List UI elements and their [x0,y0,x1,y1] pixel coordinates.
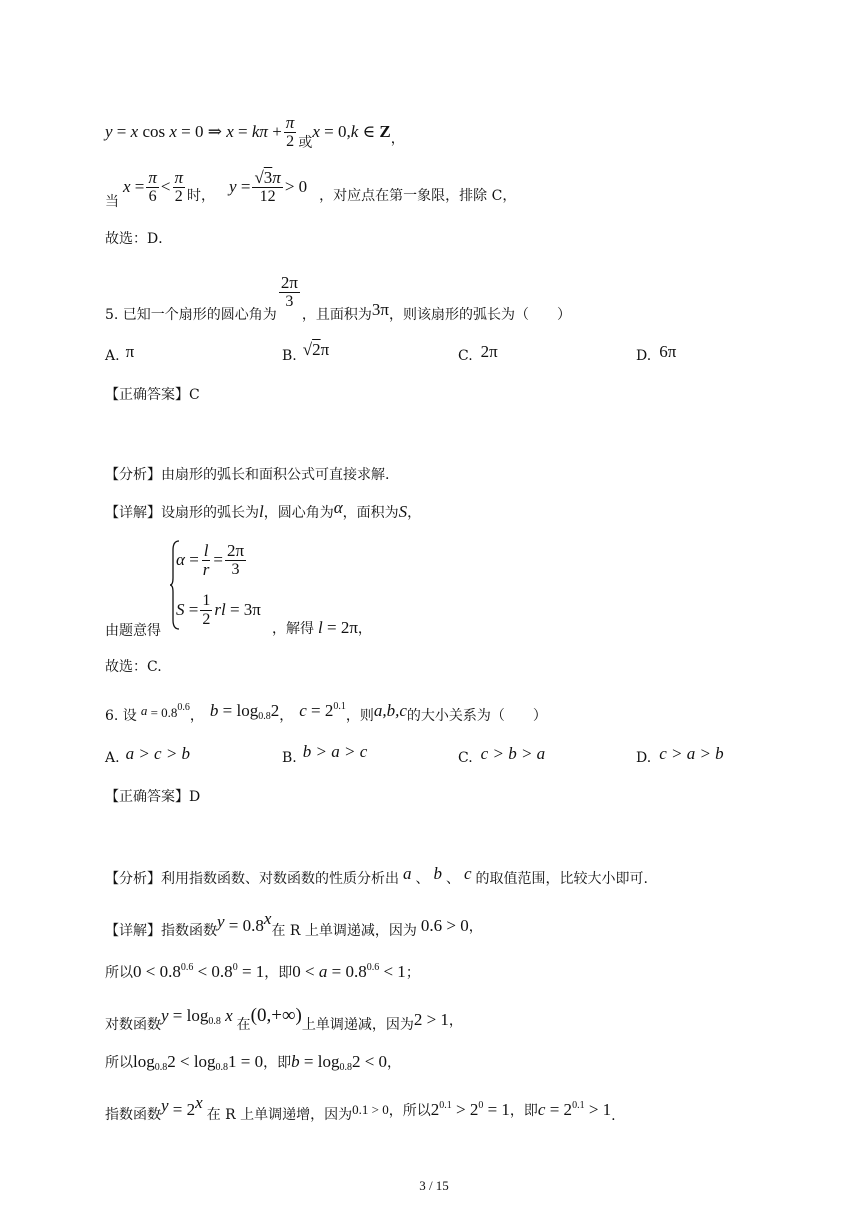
q5-analysis: 【分析】由扇形的弧长和面积公式可直接求解. [105,467,390,483]
q5-answer: 【正确答案】C [105,387,200,403]
q5-detail: 【详解】设扇形的弧长为 l ，圆心角为 α ，面积为 S ， [105,498,422,521]
question-6: 6. 设 a = $0.8^{0.6}$ ， b = $\log_{0.8}2$ ， c = $2^{0.1}$ ，则 a,b,c 的大小关系为（ ） [105,700,547,724]
question-5: 5. 已知一个扇形的圆心角为 $\frac{2\pi}{3}$ ，且面积为 3π ，则该扇形的弧长为（ ） [105,272,571,323]
q6-option-d: D. c > a > b [636,744,724,766]
q5-option-d: D. 6π [636,342,677,364]
text-youti: 由题意得 [105,623,161,639]
q6-detail-3: 对数函数 y = $\log_{0.8}$ x 在 (0,+∞) 上单调递减，因为 2 > 1 ， [105,1005,463,1033]
text-first-quadrant: ，对应点在第一象限，排除 C， [319,188,517,204]
q5-option-b: B. √2π [282,340,330,364]
formula-line-1: y = x cos x = 0 ⇒ x = kπ + $\frac{\pi}{2}$ 或 x = 0, k ∈ Z ， [105,112,405,151]
solve-l: ，解得 l = 2π ， [272,618,372,637]
q6-detail-5: 指数函数 y = $2^x$ 在 R 上单调递增，因为 0.1 > 0 ，所以 $2^{0.1} > 2^0 = 1$ ，即 c = $2^{0.1} > 1$ . [105,1092,616,1124]
page-number: 3 / 15 [419,1178,449,1193]
q6-option-a: A. a > c > b [105,744,191,766]
q5-text-mid: ，且面积为 [301,307,372,323]
choose-d: 故选：D． [105,231,173,247]
q6-answer: 【正确答案】D [105,789,201,805]
q6-detail-2: 所以 $0 < 0.8^{0.6} < 0.8^0 = 1$ ，即 0 < a = $0.8^{0.6} < 1$ ； [105,962,420,981]
equation-alpha: α = $\frac{l}{r}$ = $\frac{2\pi}{3}$ [176,540,245,579]
q5-choose: 故选：C. [105,659,162,675]
q5-option-a: A. π [105,342,135,364]
text-dang: 当 [105,194,119,210]
q5-text-suffix: ，则该扇形的弧长为（ ） [389,307,571,323]
q5-text: 5. 已知一个扇形的圆心角为 [105,307,277,323]
text-shi: 时， [187,188,216,204]
q6-analysis: 【分析】利用指数函数、对数函数的性质分析出 a 、 b 、 c 的取值范围，比较大小即可. [105,864,648,887]
formula-line-2: 当 x = $\frac{\pi}{6}$ < $\frac{\pi}{2}$ 时， y = $\frac{√3\pi}{12}$ > 0 ，对应点在第一象限，排除 C， [105,167,517,210]
text-comma: ， [390,131,405,147]
q6-option-b: B. b > a > c [282,742,368,766]
text-or: 或 [298,135,313,151]
q6-detail-4: 所以 $\log_{0.8}2 < \log_{0.8}1 = 0$ ，即 b = $\log_{0.8}2 < 0$ ， [105,1051,402,1073]
q6-option-c: C. c > b > a [458,744,546,766]
q6-detail-1: 【详解】指数函数 y = $0.8^x$ 在 R 上单调递减，因为 0.6 > 0 ， [105,908,483,939]
q5-option-c: C. 2π [458,342,498,364]
equation-s: S = $\frac{1}{2}$ rl = 3π [176,591,261,628]
